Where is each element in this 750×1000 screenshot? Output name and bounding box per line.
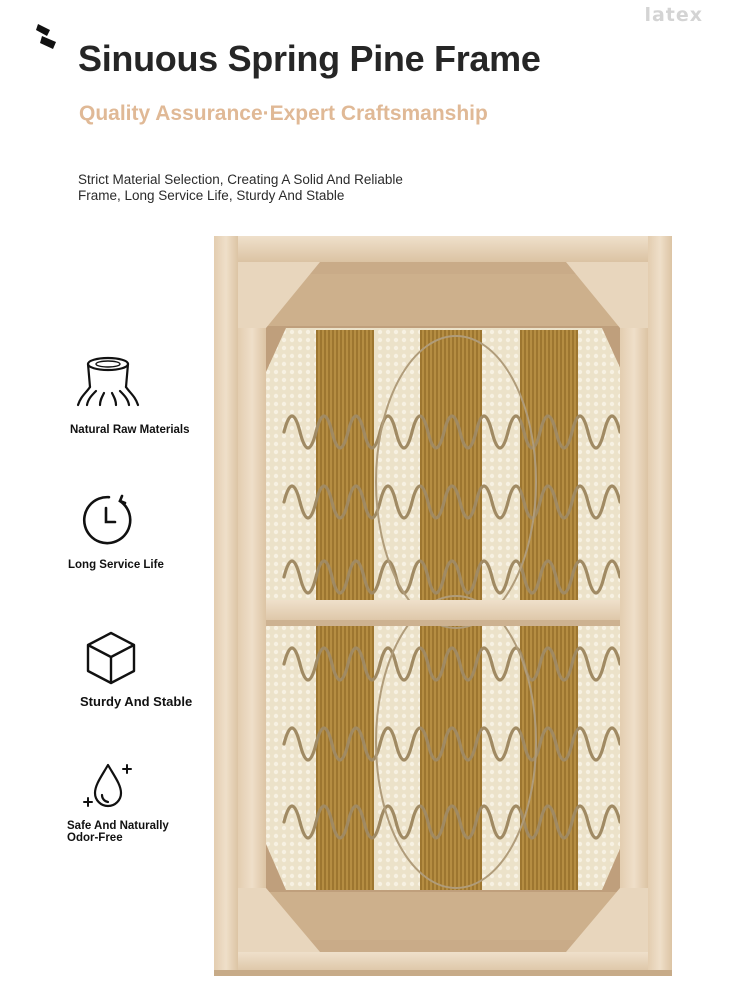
- feature-label: Safe And Naturally Odor-Free: [67, 820, 169, 844]
- page-subtitle: Quality Assurance·Expert Craftsmanship: [79, 102, 488, 125]
- feature-label: Long Service Life: [68, 559, 164, 571]
- brand-watermark: latex: [644, 4, 703, 26]
- feature-natural-raw-materials: [70, 355, 190, 436]
- frame-photo: [208, 232, 680, 1000]
- tree-stump-icon: [76, 355, 140, 409]
- feature-label: Natural Raw Materials: [70, 424, 190, 436]
- page-description: Strict Material Selection, Creating A Solid And Reliable Frame, Long Service Life, Sturdy And Stable: [78, 172, 403, 203]
- feature-long-service-life: [68, 493, 164, 571]
- feature-sturdy-and-stable: [80, 630, 192, 708]
- droplet-sparkle-icon: [83, 762, 135, 812]
- page-title: Sinuous Spring Pine Frame: [78, 38, 541, 79]
- brand-mark-icon: [36, 22, 58, 52]
- feature-label: Sturdy And Stable: [80, 694, 193, 709]
- feature-safe-odor-free: [67, 762, 187, 844]
- clock-icon: [79, 493, 133, 547]
- cube-icon: [84, 630, 138, 686]
